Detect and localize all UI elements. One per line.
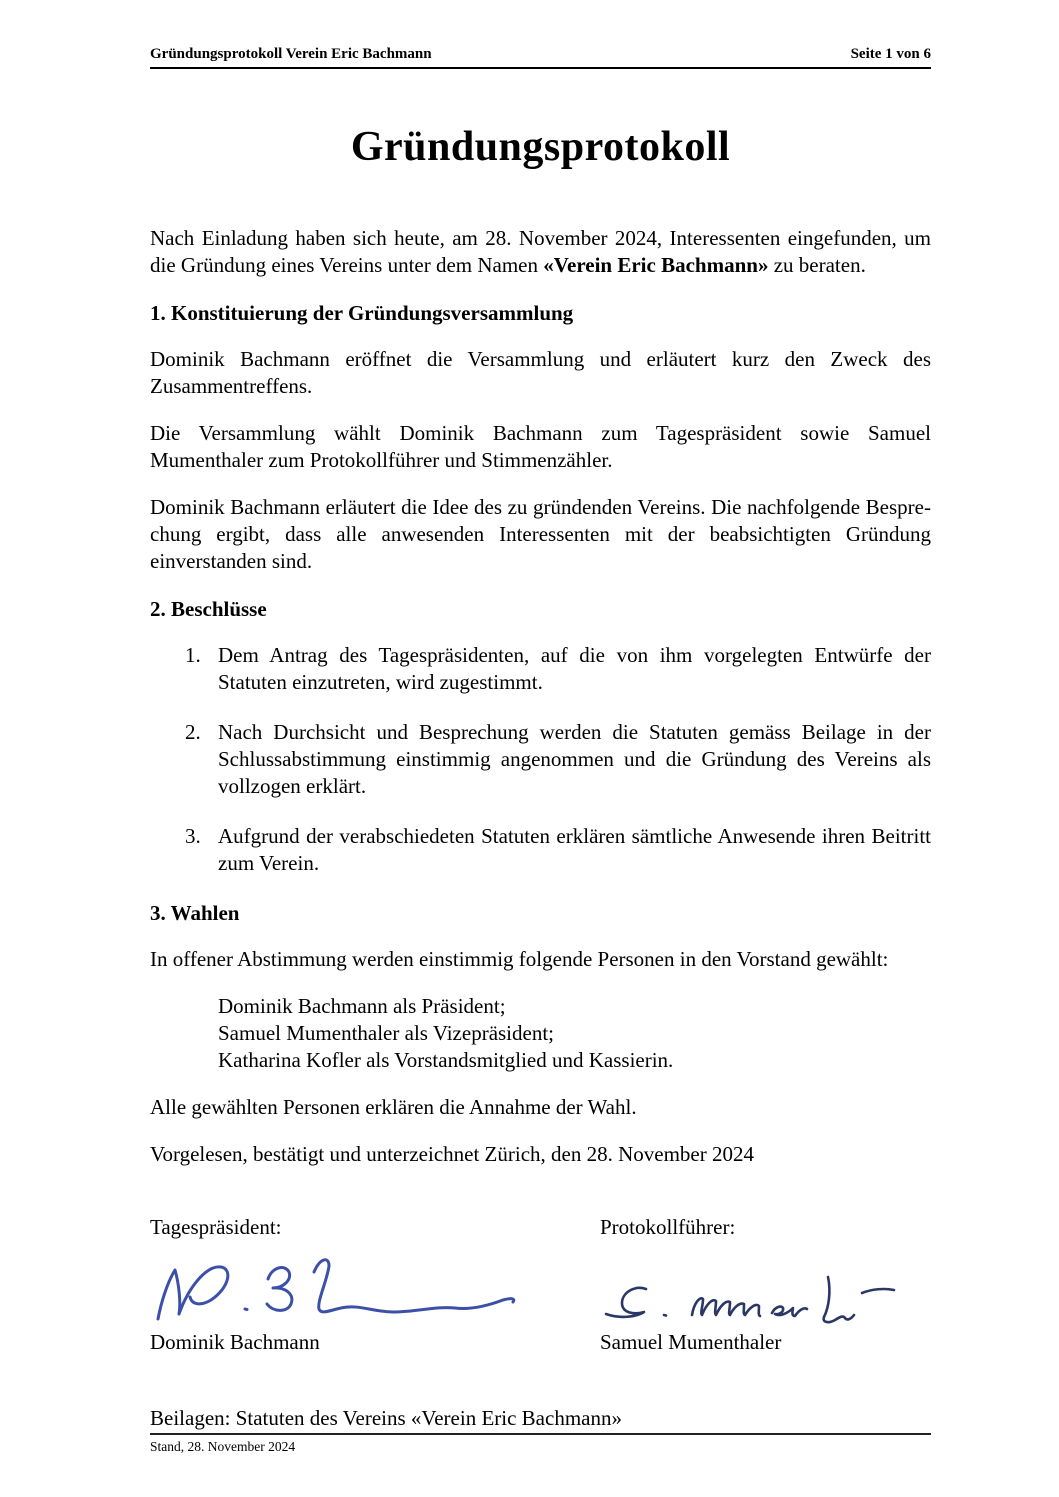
paragraph-idee-verein: Dominik Bachmann erläutert die Idee des zu gründenden Vereins. Die nachfolgende Besprechung ergibt, dass alle anwesenden Interessenten mit der beabsichtigten Gründung einverstanden sind. xyxy=(150,495,931,574)
signature-dominik-bachmann xyxy=(150,1247,600,1329)
list-item-text: Aufgrund der verabschiedeten Statuten erklären sämtliche Anwesende ihren Beitritt zum Verein. xyxy=(218,824,931,876)
paragraph-annahme-wahl: Alle gewählten Personen erklären die Annahme der Wahl. xyxy=(150,1095,637,1120)
elected-person: Dominik Bachmann als Präsident; xyxy=(218,994,506,1019)
list-item-number: 3. xyxy=(185,824,201,849)
paragraph-wahl-tagespraesident: Die Versammlung wählt Dominik Bachmann zum Tagespräsident sowie Samuel Mumenthaler zum Protokollführer und Stimmenzähler. xyxy=(150,421,931,473)
intro-text-after: zu beraten. xyxy=(768,253,866,278)
list-item xyxy=(150,719,931,800)
signature-role-label: Protokollführer: xyxy=(600,1215,736,1240)
section-heading-wahlen: 3. Wahlen xyxy=(150,901,240,926)
paragraph-abstimmung: In offener Abstimmung werden einstimmig folgende Personen in den Vorstand gewählt: xyxy=(150,947,889,972)
list-item-number: 2. xyxy=(185,720,201,745)
list-item xyxy=(150,642,931,696)
signature-column-tagespraesident xyxy=(150,1214,600,1356)
elected-person: Katharina Kofler als Vorstandsmitglied und Kassierin. xyxy=(218,1048,674,1073)
signature-role-label: Tagespräsident: xyxy=(150,1215,282,1240)
running-footer xyxy=(150,1433,931,1455)
page-content xyxy=(150,0,931,1432)
list-item-text: Nach Durchsicht und Besprechung werden die Statuten gemäss Beilage in der Schlussabstimmung einstimmig angenommen und die Gründung des Vereins als vollzogen erklärt. xyxy=(218,720,931,799)
signature-column-protokollfuehrer xyxy=(600,1214,931,1356)
list-item xyxy=(150,823,931,877)
elected-persons-block xyxy=(218,993,931,1074)
header-page-number: Seite 1 von 6 xyxy=(850,46,931,62)
header-document-title: Gründungsprotokoll Verein Eric Bachmann xyxy=(150,46,432,62)
resolutions-list xyxy=(150,642,931,877)
signature-block xyxy=(150,1214,931,1356)
signature-name-dominik: Dominik Bachmann xyxy=(150,1330,320,1355)
intro-text-before: Nach Einladung haben sich heute, am 28. November 2024, Interessenten eingefunden, um die Gründung eines Vereins unter dem Namen xyxy=(150,226,931,278)
paragraph-vorgelesen: Vorgelesen, bestätigt und unterzeichnet Zürich, den 28. November 2024 xyxy=(150,1142,754,1167)
signature-ink-strokes xyxy=(606,1277,894,1322)
elected-person: Samuel Mumenthaler als Vizepräsident; xyxy=(218,1021,555,1046)
verein-name-bold: «Verein Eric Bachmann» xyxy=(543,253,769,278)
footer-text: Stand, 28. November 2024 xyxy=(150,1439,296,1454)
document-title: Gründungsprotokoll xyxy=(350,124,731,170)
list-item-text: Dem Antrag des Tagespräsidenten, auf die von ihm vorgelegten Entwürfe der Statuten einzutreten, wird zugestimmt. xyxy=(218,643,931,695)
signature-ink-strokes xyxy=(158,1260,514,1319)
signature-samuel-mumenthaler xyxy=(600,1247,931,1329)
list-item-number: 1. xyxy=(185,643,201,668)
intro-paragraph xyxy=(150,225,931,279)
section-heading-konstituierung: 1. Konstituierung der Gründungsversammlung xyxy=(150,301,574,326)
section-heading-beschluesse: 2. Beschlüsse xyxy=(150,597,267,622)
signature-name-samuel: Samuel Mumenthaler xyxy=(600,1330,782,1355)
document-body xyxy=(150,225,931,1432)
running-header xyxy=(150,0,931,69)
paragraph-eroeffnung: Dominik Bachmann eröffnet die Versammlung und erläutert kurz den Zweck des Zusammentreffens. xyxy=(150,347,931,399)
attachments-line: Beilagen: Statuten des Vereins «Verein Eric Bachmann» xyxy=(150,1406,622,1431)
